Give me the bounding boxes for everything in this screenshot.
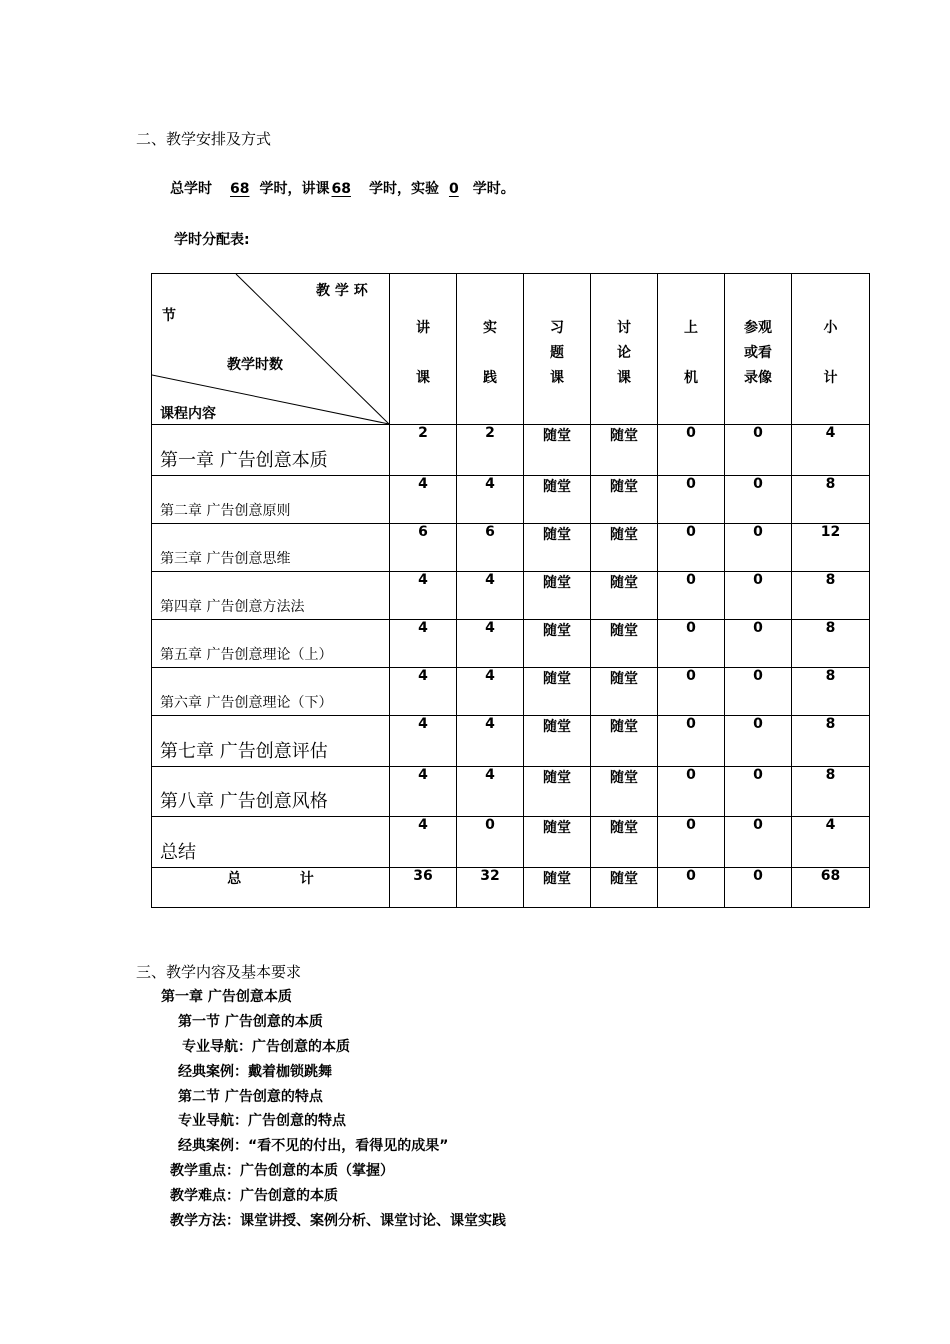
practice-hours: 4 — [457, 476, 524, 524]
practice-hours: 4 — [457, 716, 524, 767]
chapter-name: 第四章 广告创意方法法 — [160, 599, 305, 615]
col-header-computer: 上 机 — [658, 274, 725, 425]
total-computer: 0 — [658, 868, 725, 908]
col-header-discussion: 讨 论 课 — [591, 274, 658, 425]
content-section: 第一节 广告创意的本质 — [178, 1014, 323, 1030]
table-row — [152, 524, 870, 572]
exercise-hours: 随堂 — [524, 668, 591, 716]
table-header-row — [152, 274, 870, 425]
visit-hours: 0 — [725, 767, 792, 817]
computer-hours: 0 — [658, 716, 725, 767]
chapter-name: 第七章 广告创意评估 — [160, 741, 328, 762]
col-header-practice: 实 践 — [457, 274, 524, 425]
diagonal-header-cell — [152, 274, 390, 425]
corner-label-bottom: 课程内容 — [160, 406, 216, 422]
lecture-hours-value: 68 — [331, 181, 351, 197]
exercise-hours: 随堂 — [524, 425, 591, 476]
practice-hours: 4 — [457, 668, 524, 716]
visit-hours: 0 — [725, 716, 792, 767]
total-label: 总 计 — [152, 868, 390, 908]
subtotal-hours: 4 — [792, 425, 870, 476]
chapter-name: 第五章 广告创意理论（上） — [160, 647, 333, 663]
computer-hours: 0 — [658, 572, 725, 620]
practice-hours: 0 — [457, 817, 524, 868]
content-item: 经典案例：戴着枷锁跳舞 — [178, 1064, 332, 1080]
total-hours-value: 68 — [230, 181, 250, 197]
content-item: 专业导航：广告创意的特点 — [178, 1113, 346, 1129]
visit-hours: 0 — [725, 524, 792, 572]
practice-hours: 4 — [457, 767, 524, 817]
computer-hours: 0 — [658, 817, 725, 868]
visit-hours: 0 — [725, 668, 792, 716]
practice-hours: 4 — [457, 620, 524, 668]
visit-hours: 0 — [725, 817, 792, 868]
exercise-hours: 随堂 — [524, 716, 591, 767]
exercise-hours: 随堂 — [524, 476, 591, 524]
computer-hours: 0 — [658, 425, 725, 476]
chapter-name: 第一章 广告创意本质 — [160, 450, 328, 471]
subtotal-hours: 12 — [792, 524, 870, 572]
col-header-visit: 参观 或看 录像 — [725, 274, 792, 425]
exercise-hours: 随堂 — [524, 767, 591, 817]
col-header-subtotal: 小 计 — [792, 274, 870, 425]
discussion-hours: 随堂 — [591, 476, 658, 524]
lecture-hours: 4 — [390, 476, 457, 524]
hours-allocation-table — [151, 273, 870, 908]
subtotal-hours: 8 — [792, 767, 870, 817]
col-header-exercise: 习 题 课 — [524, 274, 591, 425]
hours-summary — [170, 178, 515, 198]
table-row — [152, 425, 870, 476]
content-chapter: 第一章 广告创意本质 — [161, 989, 292, 1005]
hours-text-2: 学时，讲课 — [259, 181, 330, 197]
discussion-hours: 随堂 — [591, 767, 658, 817]
corner-label-middle: 教学时数 — [227, 357, 283, 373]
total-exercise: 随堂 — [524, 868, 591, 908]
discussion-hours: 随堂 — [591, 817, 658, 868]
lab-hours-value: 0 — [448, 181, 459, 197]
lecture-hours: 2 — [390, 425, 457, 476]
total-discussion: 随堂 — [591, 868, 658, 908]
content-item: 专业导航：广告创意的本质 — [182, 1039, 350, 1055]
discussion-hours: 随堂 — [591, 425, 658, 476]
subtotal-hours: 8 — [792, 716, 870, 767]
table-row — [152, 817, 870, 868]
section2-title: 二、教学安排及方式 — [136, 130, 272, 148]
subtotal-hours: 8 — [792, 620, 870, 668]
exercise-hours: 随堂 — [524, 817, 591, 868]
computer-hours: 0 — [658, 524, 725, 572]
visit-hours: 0 — [725, 572, 792, 620]
total-visit: 0 — [725, 868, 792, 908]
total-practice: 32 — [457, 868, 524, 908]
practice-hours: 2 — [457, 425, 524, 476]
subtotal-hours: 8 — [792, 572, 870, 620]
section3-title: 三、教学内容及基本要求 — [136, 963, 302, 981]
table-row — [152, 668, 870, 716]
table-caption: 学时分配表: — [174, 232, 250, 248]
visit-hours: 0 — [725, 425, 792, 476]
content-difficulty: 教学难点：广告创意的本质 — [170, 1188, 338, 1204]
corner-label-top-right: 教 学 环 — [316, 283, 368, 299]
visit-hours: 0 — [725, 476, 792, 524]
lecture-hours: 4 — [390, 817, 457, 868]
practice-hours: 6 — [457, 524, 524, 572]
table-row — [152, 572, 870, 620]
exercise-hours: 随堂 — [524, 524, 591, 572]
visit-hours: 0 — [725, 620, 792, 668]
chapter-name: 第八章 广告创意风格 — [160, 791, 328, 812]
chapter-name: 第三章 广告创意思维 — [160, 551, 291, 567]
table-row — [152, 476, 870, 524]
computer-hours: 0 — [658, 476, 725, 524]
computer-hours: 0 — [658, 668, 725, 716]
table-row — [152, 620, 870, 668]
content-item: 经典案例：“看不见的付出，看得见的成果” — [178, 1138, 449, 1154]
table-row — [152, 716, 870, 767]
lecture-hours: 4 — [390, 620, 457, 668]
lecture-hours: 4 — [390, 767, 457, 817]
lecture-hours: 4 — [390, 572, 457, 620]
table-total-row — [152, 868, 870, 908]
exercise-hours: 随堂 — [524, 620, 591, 668]
hours-text-3: 学时，实验 — [368, 181, 439, 197]
lecture-hours: 4 — [390, 668, 457, 716]
exercise-hours: 随堂 — [524, 572, 591, 620]
content-section: 第二节 广告创意的特点 — [178, 1089, 323, 1105]
hours-text-1: 总学时 — [170, 181, 212, 197]
subtotal-hours: 8 — [792, 668, 870, 716]
practice-hours: 4 — [457, 572, 524, 620]
hours-text-4: 学时。 — [472, 181, 515, 197]
discussion-hours: 随堂 — [591, 572, 658, 620]
content-method: 教学方法：课堂讲授、案例分析、课堂讨论、课堂实践 — [170, 1213, 506, 1229]
lecture-hours: 6 — [390, 524, 457, 572]
subtotal-hours: 8 — [792, 476, 870, 524]
total-lecture: 36 — [390, 868, 457, 908]
discussion-hours: 随堂 — [591, 716, 658, 767]
chapter-name: 总结 — [160, 842, 196, 863]
discussion-hours: 随堂 — [591, 620, 658, 668]
content-key-point: 教学重点：广告创意的本质（掌握） — [170, 1163, 394, 1179]
computer-hours: 0 — [658, 767, 725, 817]
corner-label-top-left: 节 — [162, 308, 176, 324]
discussion-hours: 随堂 — [591, 524, 658, 572]
computer-hours: 0 — [658, 620, 725, 668]
total-subtotal: 68 — [792, 868, 870, 908]
col-header-lecture: 讲 课 — [390, 274, 457, 425]
chapter-name: 第二章 广告创意原则 — [160, 503, 291, 519]
table-row — [152, 767, 870, 817]
subtotal-hours: 4 — [792, 817, 870, 868]
discussion-hours: 随堂 — [591, 668, 658, 716]
lecture-hours: 4 — [390, 716, 457, 767]
chapter-name: 第六章 广告创意理论（下） — [160, 695, 333, 711]
